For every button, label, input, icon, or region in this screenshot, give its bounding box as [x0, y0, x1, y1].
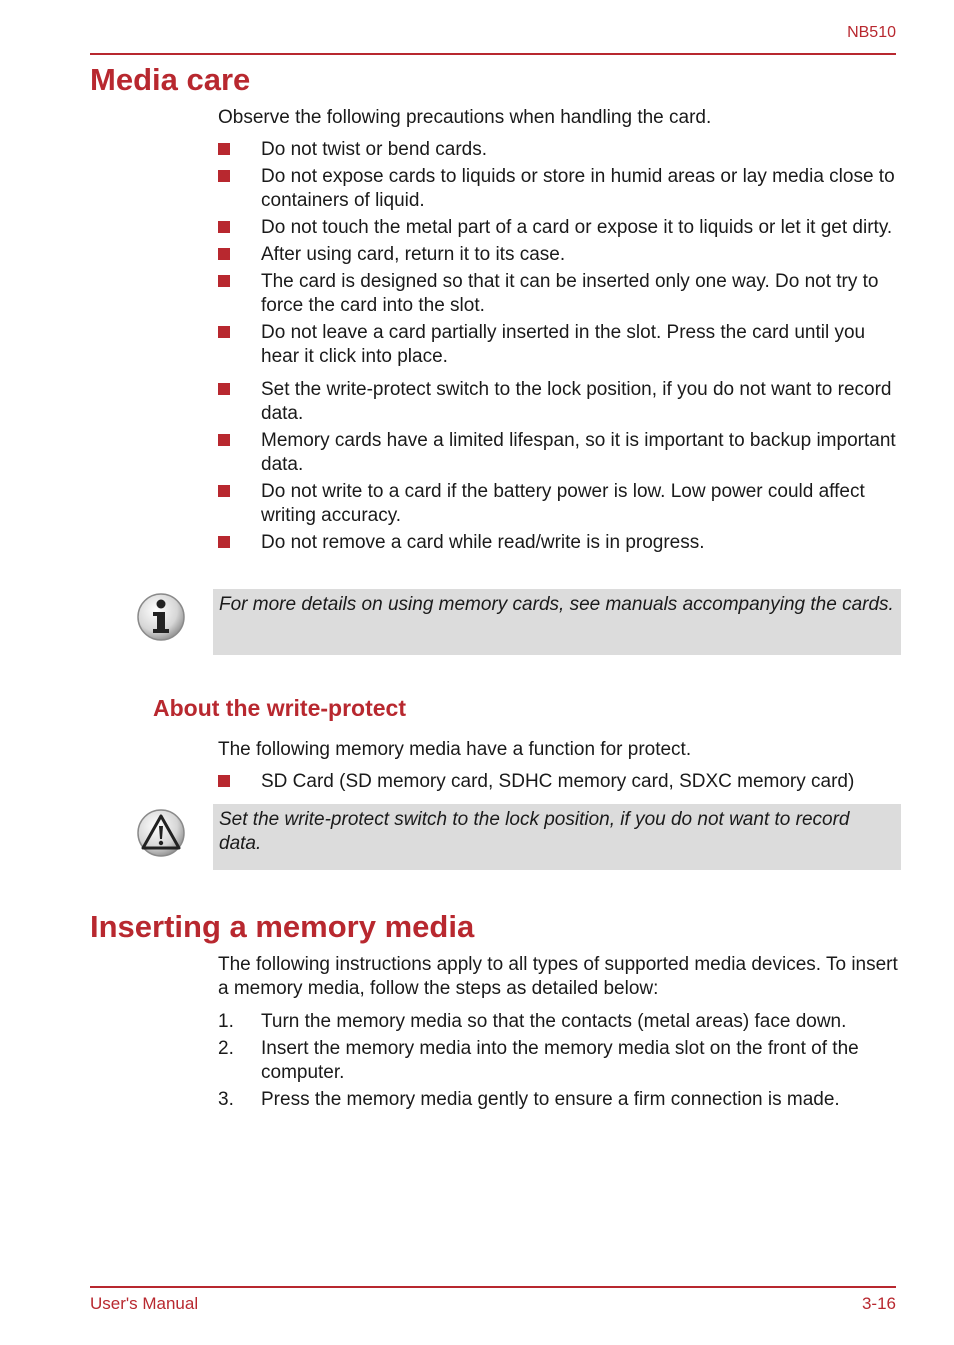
list-item: 1. Turn the memory media so that the contacts (metal areas) face down.	[218, 1011, 847, 1032]
inserting-intro: The following instructions apply to all types of supported media devices. To insert a memory media, follow the steps as detailed below:	[218, 954, 898, 999]
list-item: Memory cards have a limited lifespan, so it is important to backup important data.	[218, 429, 898, 477]
list-item: 3. Press the memory media gently to ensure a firm connection is made.	[218, 1089, 840, 1110]
header-model: NB510	[847, 24, 896, 41]
list-item: Do not write to a card if the battery power is low. Low power could affect writing accuracy.	[218, 480, 898, 528]
list-item: Do not expose cards to liquids or store in humid areas or lay media close to containers of liquid.	[218, 165, 898, 213]
list-item: Do not twist or bend cards.	[218, 138, 898, 162]
subsection-title-write-protect: About the write-protect	[153, 695, 406, 721]
list-item: SD Card (SD memory card, SDHC memory card, SDXC memory card)	[218, 770, 898, 794]
footer-manual-label: User's Manual	[90, 1294, 199, 1313]
bullet-icon	[218, 775, 230, 787]
list-item: After using card, return it to its case.	[218, 243, 898, 267]
footer-page-number: 3-16	[861, 1294, 896, 1313]
bullet-icon	[218, 485, 230, 497]
list-item: Do not touch the metal part of a card or expose it to liquids or let it get dirty.	[218, 216, 898, 240]
write-protect-intro: The following memory media have a function for protect.	[218, 739, 692, 760]
list-item: Set the write-protect switch to the lock position, if you do not want to record data.	[218, 378, 898, 426]
list-item: 2. Insert the memory media into the memory media slot on the front of the computer.	[218, 1038, 859, 1083]
list-item: The card is designed so that it can be inserted only one way. Do not try to force the card into the slot.	[218, 270, 898, 318]
header-rule	[90, 53, 896, 55]
info-note: For more details on using memory cards, see manuals accompanying the cards.	[213, 589, 901, 655]
list-item: Do not remove a card while read/write is in progress.	[218, 531, 898, 555]
inserting-steps	[218, 1010, 898, 1112]
bullet-icon	[218, 275, 230, 287]
section-title-inserting: Inserting a memory media	[90, 909, 475, 944]
media-care-intro: Observe the following precautions when handling the card.	[218, 107, 712, 128]
media-care-list	[218, 138, 898, 555]
caution-note: Set the write-protect switch to the lock position, if you do not want to record data.	[213, 804, 901, 870]
footer-rule	[90, 1286, 896, 1288]
list-item: Do not leave a card partially inserted in the slot. Press the card until you hear it click into place.	[218, 321, 898, 369]
write-protect-list	[218, 770, 898, 794]
bullet-icon	[218, 434, 230, 446]
section-title-media-care: Media care	[90, 62, 251, 97]
bullet-icon	[218, 326, 230, 338]
bullet-icon	[218, 170, 230, 182]
bullet-icon	[218, 536, 230, 548]
info-icon	[136, 592, 186, 642]
bullet-icon	[218, 143, 230, 155]
bullet-icon	[218, 221, 230, 233]
bullet-icon	[218, 248, 230, 260]
warning-icon	[136, 808, 186, 858]
bullet-icon	[218, 383, 230, 395]
